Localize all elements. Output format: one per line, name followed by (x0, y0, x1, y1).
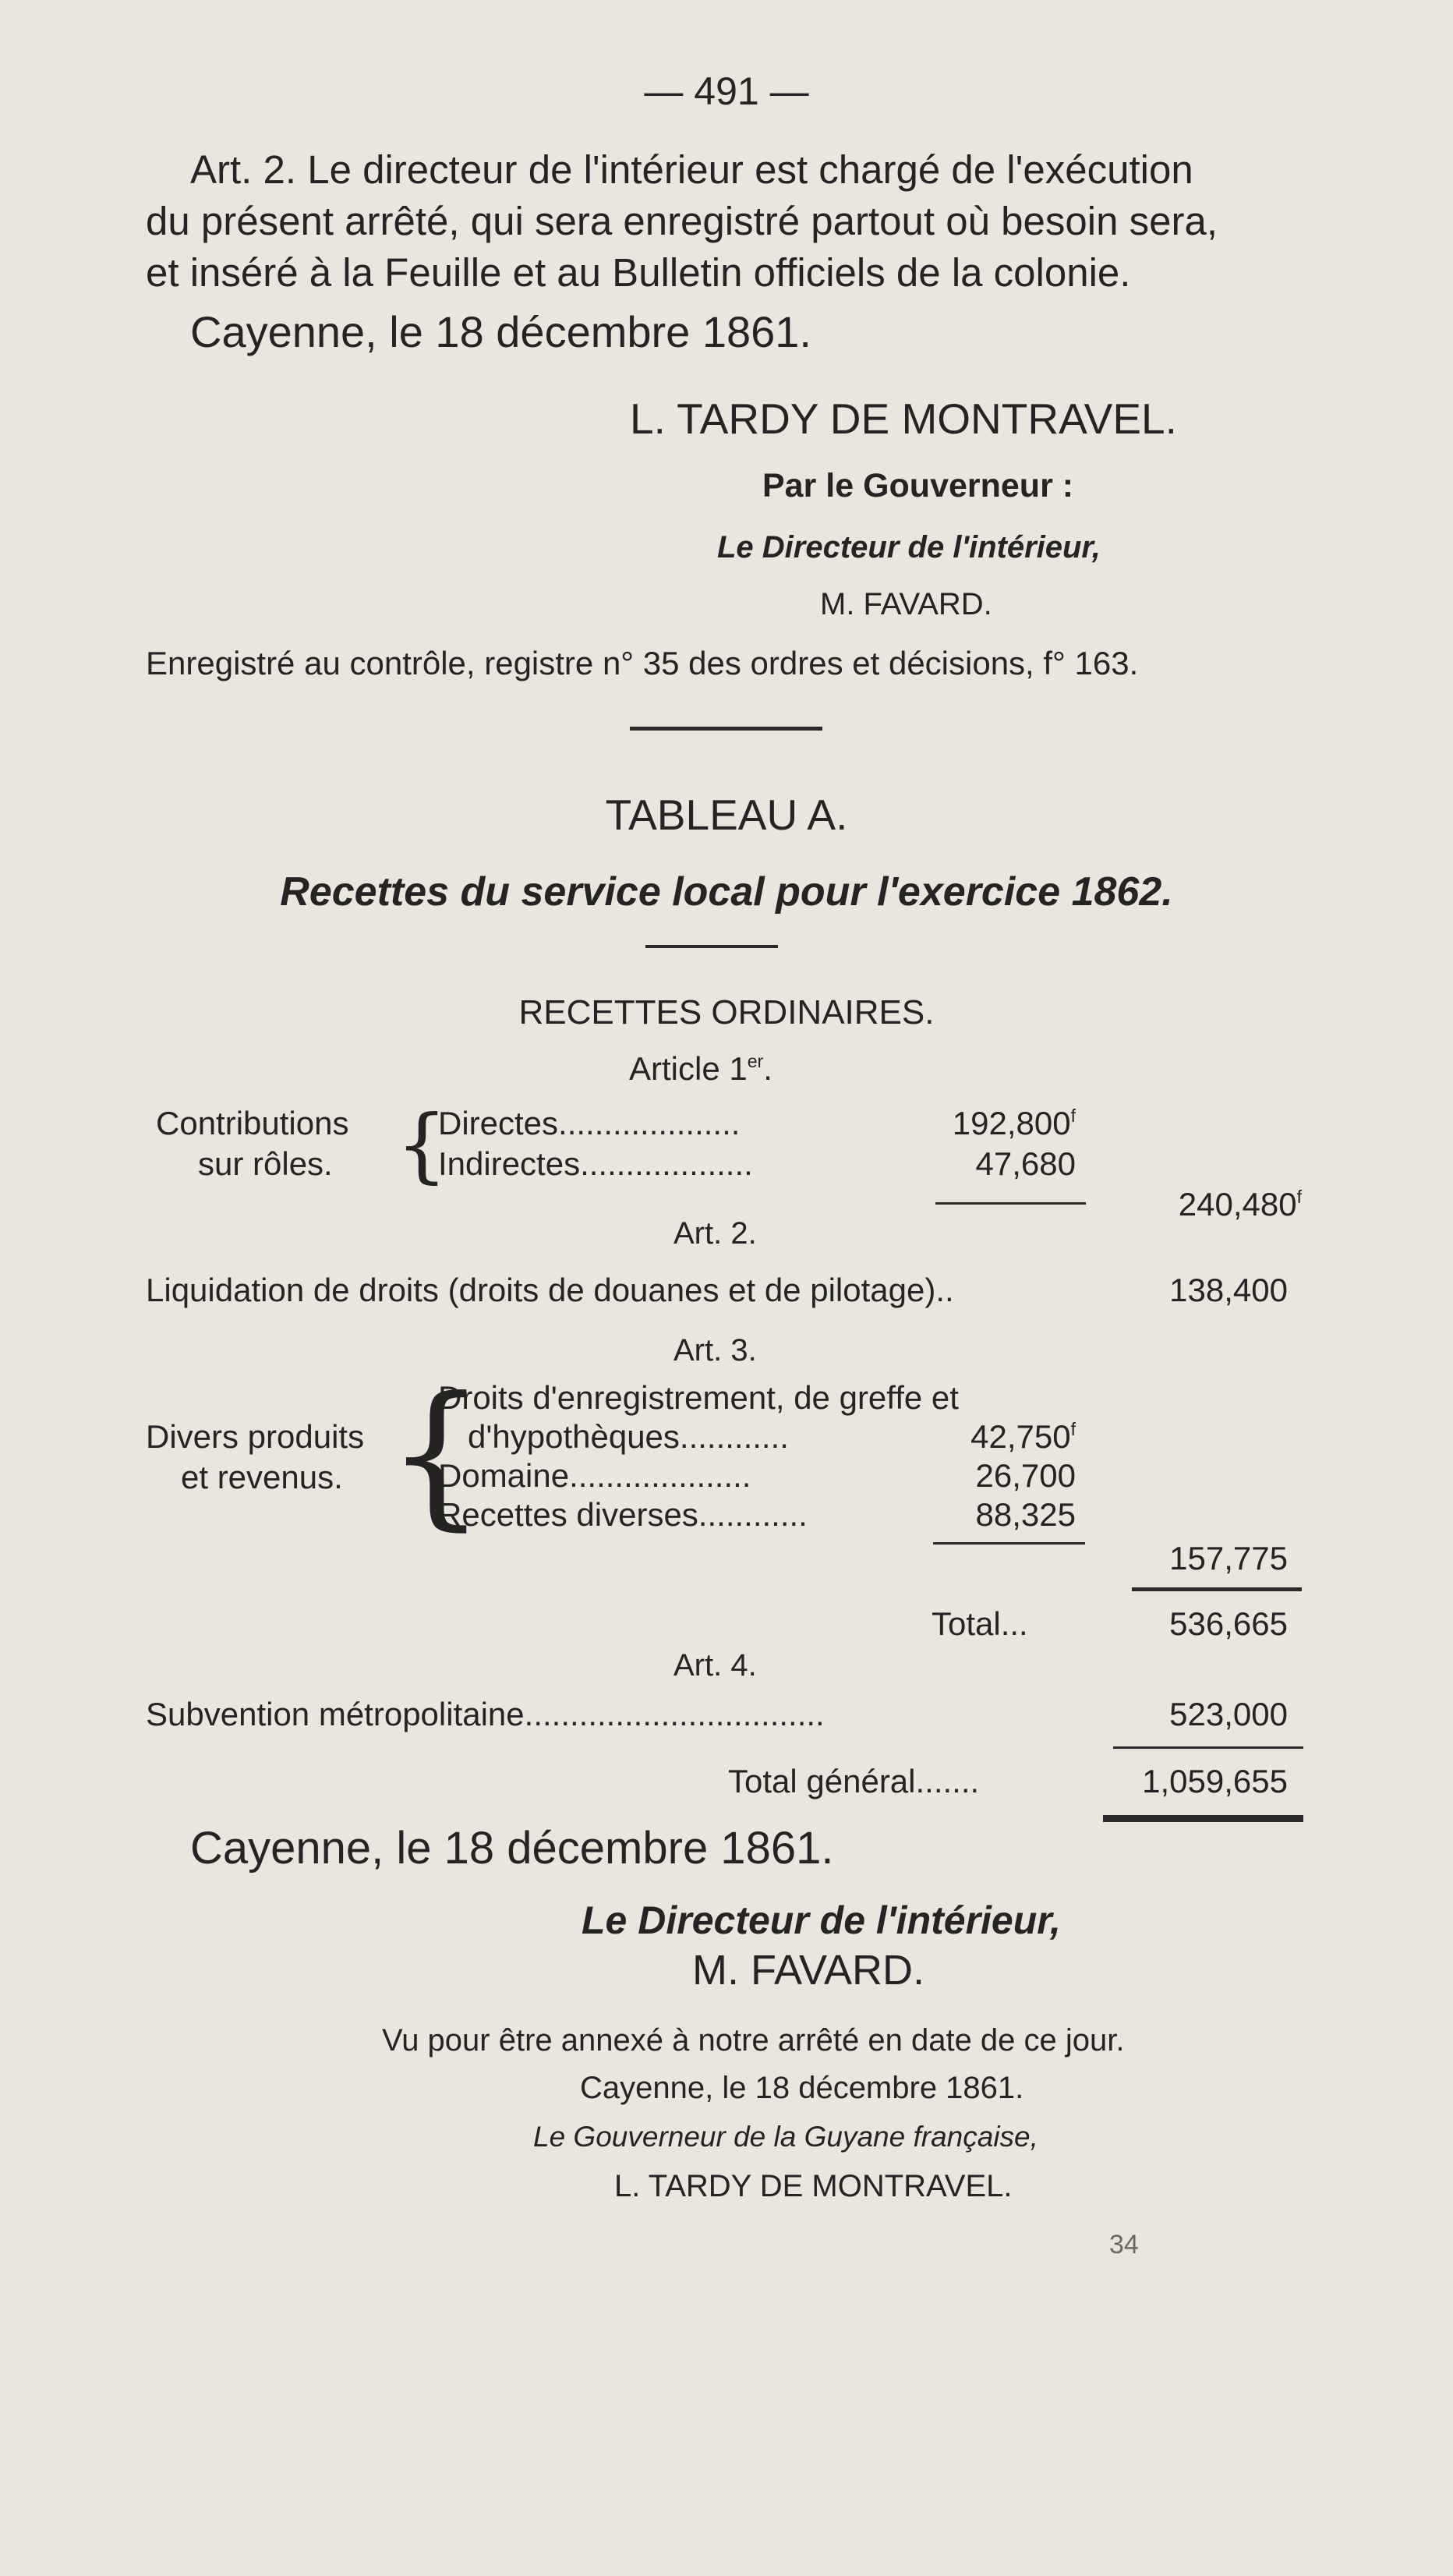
subvention-label: Subvention métropolitaine................................. (146, 1696, 825, 1732)
article-2-line-2: du présent arrêté, qui sera enregistré partout où besoin sera, (146, 199, 1218, 243)
contributions-label-1: Contributions (156, 1105, 349, 1141)
item-hypotheques-amount (920, 1418, 1076, 1455)
item-directes-amount (920, 1107, 1076, 1140)
article-3-subtotal: 157,775 (1169, 1540, 1288, 1576)
signature-2-title: Le Directeur de l'intérieur, (582, 1898, 1061, 1942)
item-directes-label: Directes.................... (438, 1105, 741, 1141)
subtitle-rule (645, 945, 778, 948)
item-indirectes-label: Indirectes................... (438, 1145, 753, 1182)
signature-title: Le Directeur de l'intérieur, (717, 530, 1101, 564)
item-indirectes-amount: 47,680 (975, 1145, 1076, 1182)
contributions-brace: { (396, 1097, 448, 1192)
divers-label-2: et revenus. (181, 1459, 343, 1495)
liquidation-label: Liquidation de droits (droits de douanes et de pilotage).. (146, 1272, 954, 1308)
item-hypotheques-label: d'hypothèques............ (468, 1418, 789, 1455)
article-3-subtotal-rule (933, 1542, 1085, 1545)
item-recettes-diverses-amount: 88,325 (975, 1496, 1076, 1533)
total-amount: 536,665 (1169, 1605, 1288, 1642)
grand-total-double-rule (1103, 1815, 1303, 1822)
signature-name: L. TARDY DE MONTRAVEL. (630, 395, 1177, 443)
annex-line-3: Le Gouverneur de la Guyane française, (533, 2121, 1038, 2153)
total-rule (1132, 1587, 1302, 1591)
grand-total-amount: 1,059,655 (1142, 1763, 1288, 1799)
item-hypotheques-unit: f (1070, 1418, 1076, 1439)
signature-signer: M. FAVARD. (820, 587, 992, 621)
par-le-gouverneur: Par le Gouverneur : (762, 467, 1074, 504)
divers-label-1: Divers produits (146, 1418, 365, 1455)
article-1-heading-dot: . (763, 1050, 772, 1087)
dateline-1: Cayenne, le 18 décembre 1861. (190, 307, 811, 356)
grand-total-rule (1113, 1746, 1303, 1749)
article-1-subtotal (1115, 1188, 1302, 1221)
article-2-line-1: Art. 2. Le directeur de l'intérieur est chargé de l'exécution (190, 147, 1193, 192)
article-3-heading: Art. 3. (673, 1333, 757, 1368)
item-domaine-label: Domaine.................... (438, 1457, 751, 1494)
contributions-label-2: sur rôles. (198, 1145, 333, 1182)
registration-note: Enregistré au contrôle, registre n° 35 des ordres et décisions, f° 163. (146, 645, 1139, 681)
article-2-heading: Art. 2. (673, 1216, 757, 1251)
annex-line-1: Vu pour être annexé à notre arrêté en date de ce jour. (382, 2023, 1125, 2058)
signature-mark: 34 (1109, 2230, 1139, 2259)
article-4-heading: Art. 4. (673, 1648, 757, 1683)
article-1-heading (629, 1050, 772, 1087)
divers-brace: { (387, 1364, 486, 1545)
article-1-subtotal-rule (935, 1202, 1086, 1205)
signature-2-signer: M. FAVARD. (692, 1947, 925, 1994)
tableau-subtitle: Recettes du service local pour l'exercice 1862. (280, 869, 1173, 915)
item-domaine-amount: 26,700 (975, 1457, 1076, 1494)
article-2-line-3: et inséré à la Feuille et au Bulletin officiels de la colonie. (146, 250, 1131, 295)
article-1-heading-text: Article 1 (629, 1050, 748, 1087)
dateline-2: Cayenne, le 18 décembre 1861. (190, 1823, 834, 1874)
article-1-subtotal-value: 240,480 (1178, 1186, 1297, 1223)
liquidation-amount: 138,400 (1169, 1272, 1288, 1308)
item-hypotheques-value: 42,750 (970, 1418, 1071, 1455)
item-directes-unit: f (1070, 1105, 1076, 1126)
article-1-heading-sup: er (747, 1050, 764, 1071)
item-directes-value: 192,800 (952, 1105, 1071, 1141)
article-1-subtotal-unit: f (1296, 1186, 1302, 1207)
item-droits-label: Droits d'enregistrement, de greffe et (438, 1379, 959, 1416)
annex-line-2: Cayenne, le 18 décembre 1861. (580, 2071, 1024, 2105)
tableau-title: TABLEAU A. (605, 791, 848, 839)
total-label: Total... (932, 1605, 1028, 1642)
annex-line-4: L. TARDY DE MONTRAVEL. (614, 2169, 1013, 2203)
section-heading: RECETTES ORDINAIRES. (518, 993, 935, 1031)
grand-total-label: Total général....... (728, 1763, 980, 1799)
separator-rule (630, 727, 822, 731)
subvention-amount: 523,000 (1169, 1696, 1288, 1732)
page-number: — 491 — (644, 69, 809, 113)
item-recettes-diverses-label: Recettes diverses............ (438, 1496, 808, 1533)
